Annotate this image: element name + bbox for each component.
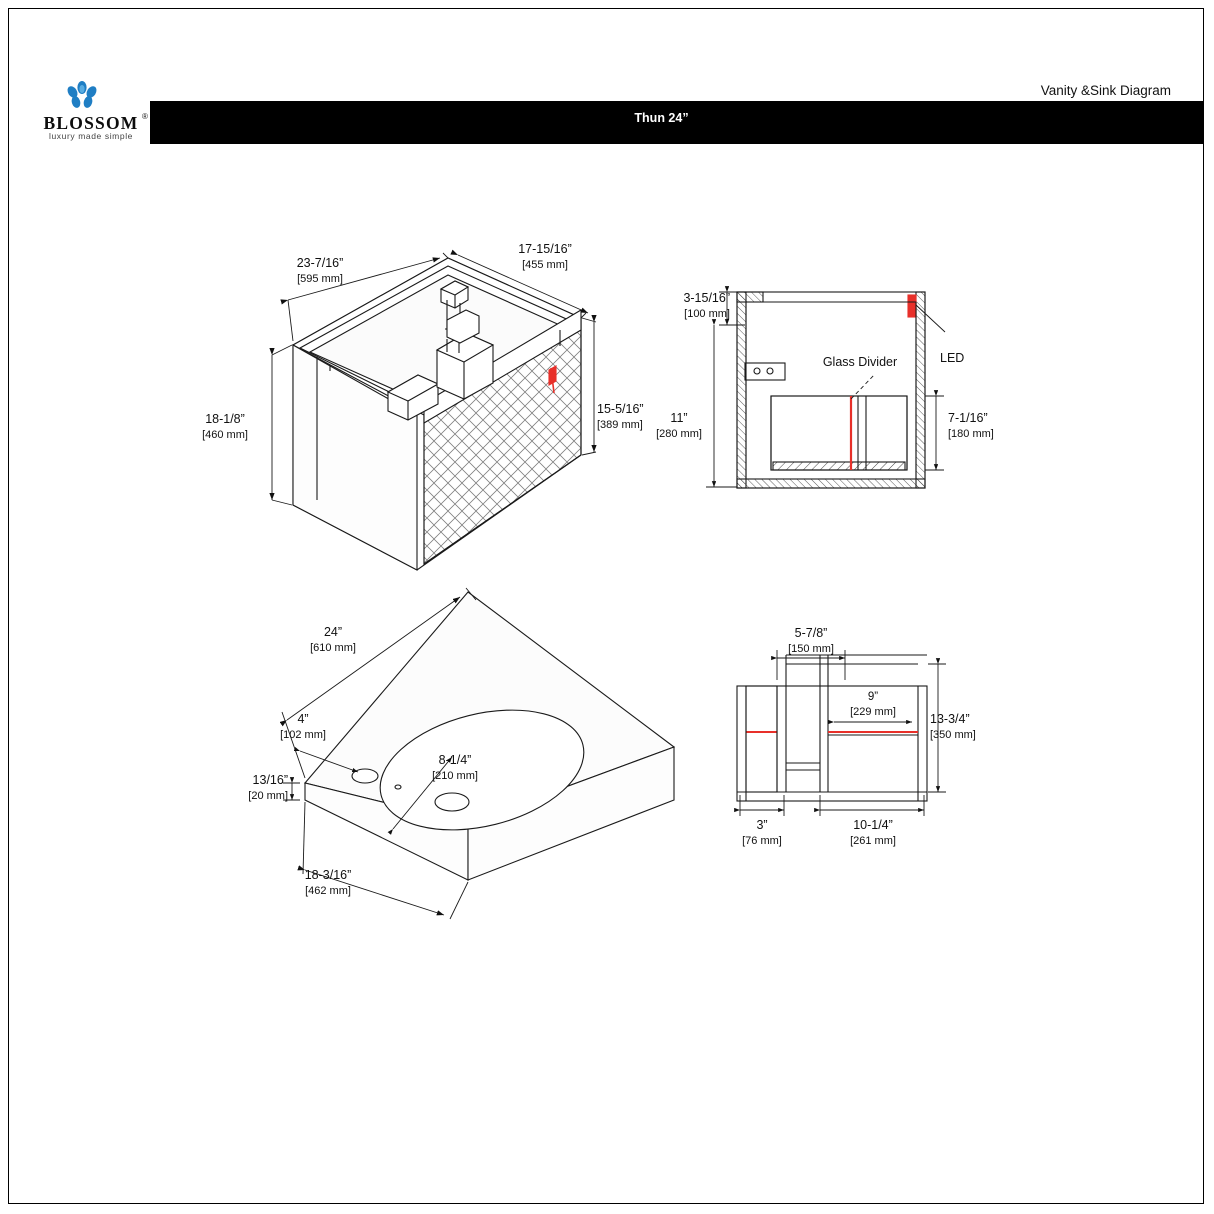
dim-iso-width: 23-7/16” [595 mm] [296,256,344,285]
dim-countertop-depth: 18-3/16” [462 mm] [304,868,352,897]
dim-faucet-offset: 4” [102 mm] [280,712,326,741]
model-name: Thun 24” [634,111,689,125]
dim-side-top-gap: 3-15/16” [100 mm] [683,291,730,320]
diagram-title: Vanity &Sink Diagram [1040,83,1171,98]
brand-tagline: luxury made simple [48,131,134,141]
dim-side-inner-height: 7-1/16” [180 mm] [948,411,994,440]
dim-left-base-width: 3” [76 mm] [742,818,782,847]
brand-registered-mark: ® [142,112,148,121]
iso-cabinet-drawing [293,258,581,570]
callout-led: LED [940,351,965,365]
dim-bowl-width: 8-1/4” [210 mm] [432,753,478,782]
front-section-drawing [737,655,927,801]
dim-iso-height-left: 18-1/8” [460 mm] [202,412,248,441]
brand-wordmark: BLOSSOM [43,113,139,133]
dim-interior-height: 13-3/4” [350 mm] [930,712,976,741]
dim-side-total-height: 11” [280 mm] [656,411,702,440]
dim-left-bay-width: 5-7/8” [150 mm] [788,626,834,655]
callout-glass-divider: Glass Divider [822,355,898,369]
dim-right-base-width: 10-1/4” [261 mm] [850,818,896,847]
dim-iso-height-right: 15-5/16” [389 mm] [597,402,644,431]
dim-countertop-thickness: 13/16” [20 mm] [248,773,288,802]
dim-countertop-width: 24” [610 mm] [310,625,356,654]
dim-right-bay-width: 9” [229 mm] [850,691,896,718]
dim-iso-depth: 17-15/16” [455 mm] [518,242,572,271]
side-section-drawing [737,292,925,488]
